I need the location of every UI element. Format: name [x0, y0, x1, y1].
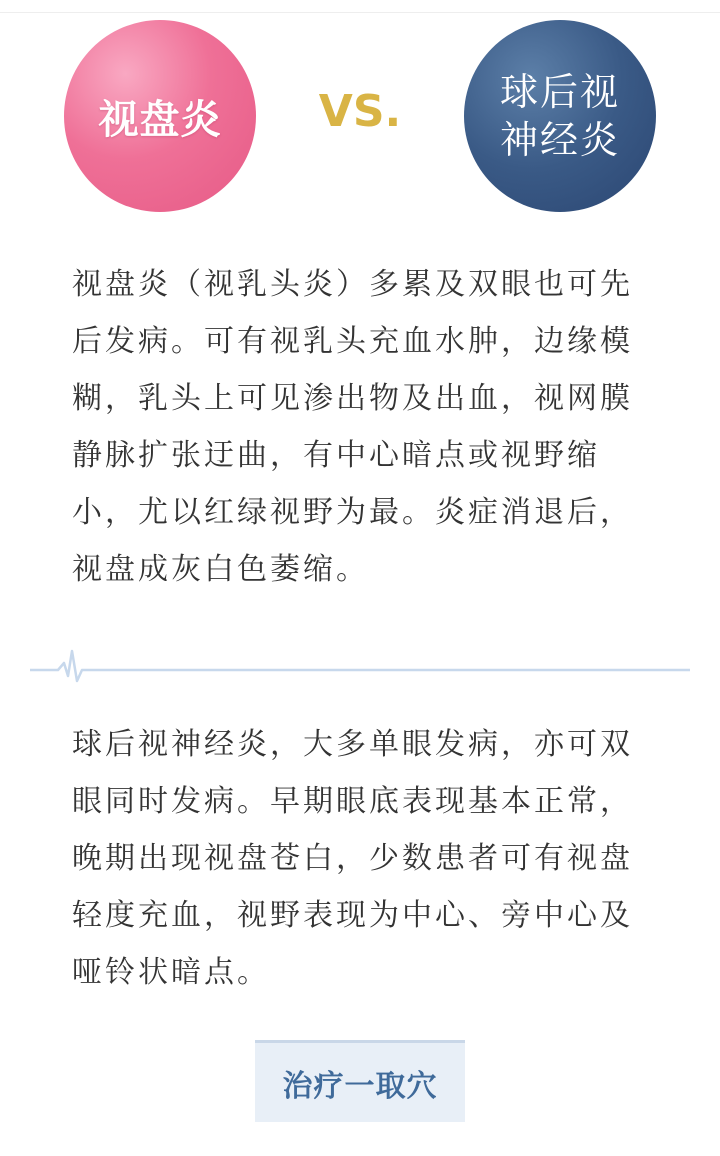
optic-neuritis-description: 视盘炎（视乳头炎）多累及双眼也可先后发病。可有视乳头充血水肿，边缘模糊，乳头上可见渗出物及出血，视网膜静脉扩张迂曲，有中心暗点或视野缩小，尤以红绿视野为最。炎症消退后，视盘成灰白色萎缩。 [72, 267, 633, 587]
retrobulbar-neuritis-circle [464, 20, 656, 212]
retrobulbar-neuritis-description: 球后视神经炎，大多单眼发病，亦可双眼同时发病。早期眼底表现基本正常，晚期出现视盘苍白，少数患者可有视盘轻度充血，视野表现为中心、旁中心及哑铃状暗点。 [72, 727, 633, 990]
heartbeat-line-icon [30, 645, 690, 685]
vs-label: VS. [318, 86, 402, 137]
optic-neuritis-label: 视盘炎 [98, 96, 222, 143]
treatment-acupoints-label: 治疗一取穴 [282, 1068, 438, 1104]
treatment-acupoints-tab[interactable] [255, 1040, 465, 1122]
optic-neuritis-circle [64, 20, 256, 212]
top-rule [0, 0, 720, 13]
retrobulbar-label-line2: 神经炎 [499, 118, 620, 162]
retrobulbar-label-line1: 球后视 [499, 70, 620, 114]
